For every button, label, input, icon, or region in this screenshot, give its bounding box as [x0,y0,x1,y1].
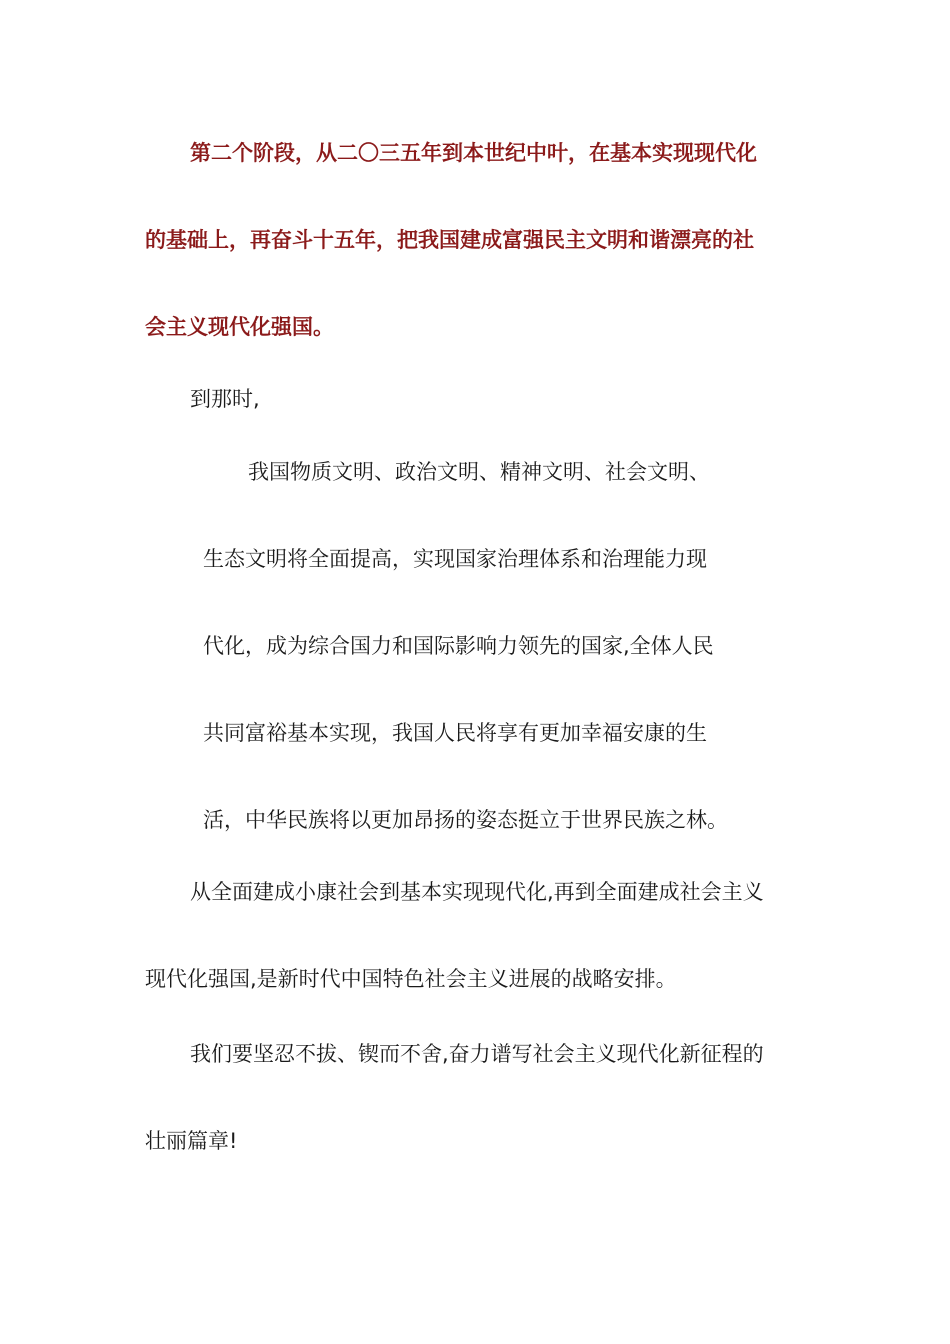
vision-line-2: 生态文明将全面提高，实现国家治理体系和治理能力现 [203,547,707,571]
heading-line-1: 第二个阶段，从二〇三五年到本世纪中叶，在基本实现现代化 [190,141,757,165]
closing-line-1: 我们要坚忍不拔、锲而不舍,奋力谱写社会主义现代化新征程的 [190,1042,764,1066]
vision-line-5: 活，中华民族将以更加昂扬的姿态挺立于世界民族之林。 [203,808,728,832]
strategy-line-2: 现代化强国,是新时代中国特色社会主义进展的战略安排。 [145,967,677,991]
vision-line-3: 代化，成为综合国力和国际影响力领先的国家,全体人民 [203,634,714,658]
heading-line-2: 的基础上，再奋斗十五年，把我国建成富强民主文明和谐漂亮的社 [145,228,754,252]
strategy-line-1: 从全面建成小康社会到基本实现现代化,再到全面建成社会主义 [190,880,764,904]
vision-line-4: 共同富裕基本实现，我国人民将享有更加幸福安康的生 [203,721,707,745]
heading-line-3: 会主义现代化强国。 [145,315,334,339]
closing-line-2: 壮丽篇章! [145,1129,238,1153]
vision-line-1: 我国物质文明、政治文明、精神文明、社会文明、 [248,460,710,484]
intro-text: 到那时, [190,387,260,411]
